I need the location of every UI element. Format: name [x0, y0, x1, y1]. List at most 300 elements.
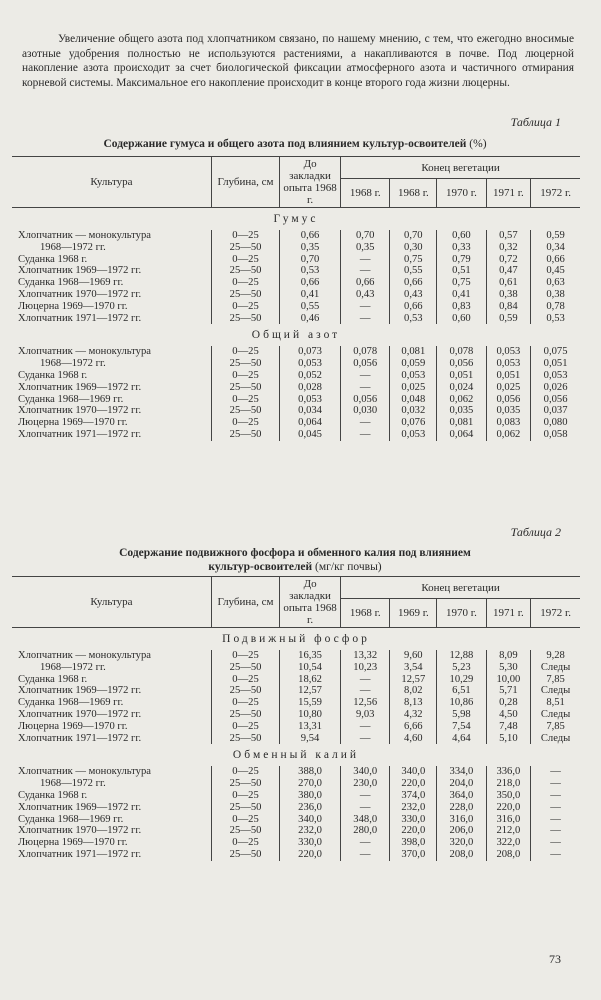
value-cell: 0,064 — [280, 417, 341, 429]
depth-cell: 0—25 — [212, 346, 280, 358]
value-cell: 280,0 — [341, 825, 390, 837]
value-cell: 220,0 — [390, 825, 437, 837]
value-cell: 0,46 — [280, 313, 341, 325]
value-cell: 0,55 — [280, 301, 341, 313]
value-cell: 0,55 — [390, 265, 437, 277]
value-cell: 4,32 — [390, 709, 437, 721]
value-cell: 10,23 — [341, 662, 390, 674]
crop-cell: Суданка 1968—1969 гг. — [18, 813, 124, 825]
value-cell: 0,70 — [341, 230, 390, 242]
value-cell: 334,0 — [437, 766, 486, 778]
table-row — [12, 417, 580, 429]
value-cell: 0,052 — [280, 370, 341, 382]
value-cell: — — [341, 674, 390, 686]
value-cell: 0,024 — [437, 382, 486, 394]
value-cell: 8,09 — [486, 650, 531, 662]
value-cell: 10,00 — [486, 674, 531, 686]
table1-title — [30, 137, 560, 151]
table-row — [12, 697, 580, 709]
crop-cell: Хлопчатник 1969—1972 гг. — [18, 381, 142, 393]
value-cell: 0,59 — [531, 230, 580, 242]
value-cell: 8,13 — [390, 697, 437, 709]
value-cell: 0,032 — [390, 405, 437, 417]
value-cell: — — [531, 837, 580, 849]
table-row — [12, 849, 580, 861]
value-cell: 12,88 — [437, 650, 486, 662]
depth-cell: 25—50 — [212, 825, 280, 837]
crop-cell: 1968—1972 гг. — [40, 661, 106, 673]
value-cell: 0,63 — [531, 277, 580, 289]
table-row — [12, 650, 580, 662]
crop-cell: Люцерна 1969—1970 гг. — [18, 300, 128, 312]
value-cell: 0,053 — [486, 346, 531, 358]
table1-label: Таблица 1 — [510, 115, 561, 129]
value-cell: 322,0 — [486, 837, 531, 849]
crop-cell: Люцерна 1969—1970 гг. — [18, 837, 128, 849]
value-cell: — — [341, 370, 390, 382]
value-cell: 220,0 — [486, 802, 531, 814]
value-cell: 0,081 — [390, 346, 437, 358]
table-row — [12, 814, 580, 826]
value-cell: — — [341, 721, 390, 733]
depth-cell: 0—25 — [212, 674, 280, 686]
value-cell: 0,051 — [437, 370, 486, 382]
value-cell: 0,073 — [280, 346, 341, 358]
table-row — [12, 382, 580, 394]
value-cell: 0,081 — [437, 417, 486, 429]
value-cell: 228,0 — [437, 802, 486, 814]
crop-cell: Люцерна 1969—1970 гг. — [18, 417, 128, 429]
value-cell: 374,0 — [390, 790, 437, 802]
table1-header-before: До закладки опыта 1968 г. — [280, 157, 341, 208]
value-cell: 10,86 — [437, 697, 486, 709]
table2-title-unit: (мг/кг почвы) — [315, 561, 382, 573]
depth-cell: 25—50 — [212, 709, 280, 721]
value-cell: 0,70 — [280, 254, 341, 266]
value-cell: 0,66 — [280, 277, 341, 289]
table1-header-crop: Культура — [12, 157, 212, 208]
table-row — [12, 265, 580, 277]
value-cell: 6,66 — [390, 721, 437, 733]
table-row — [12, 733, 580, 745]
crop-cell: Суданка 1968 г. — [18, 673, 88, 685]
value-cell: 0,66 — [280, 230, 341, 242]
table-row — [12, 766, 580, 778]
value-cell: 4,60 — [390, 733, 437, 745]
value-cell: 5,98 — [437, 709, 486, 721]
value-cell: 7,48 — [486, 721, 531, 733]
value-cell: — — [341, 313, 390, 325]
value-cell: 0,056 — [531, 394, 580, 406]
value-cell: 0,75 — [390, 254, 437, 266]
value-cell: — — [531, 778, 580, 790]
value-cell: 0,030 — [341, 405, 390, 417]
value-cell: 0,53 — [280, 265, 341, 277]
crop-cell: Хлопчатник 1969—1972 гг. — [18, 265, 142, 277]
value-cell: 208,0 — [486, 849, 531, 861]
value-cell: 388,0 — [280, 766, 341, 778]
value-cell: 5,10 — [486, 733, 531, 745]
value-cell: 232,0 — [390, 802, 437, 814]
depth-cell: 25—50 — [212, 242, 280, 254]
table-row — [12, 685, 580, 697]
value-cell: 0,028 — [280, 382, 341, 394]
value-cell: 5,71 — [486, 685, 531, 697]
value-cell: 3,54 — [390, 662, 437, 674]
depth-cell: 25—50 — [212, 778, 280, 790]
table-row — [12, 242, 580, 254]
value-cell: 0,38 — [486, 289, 531, 301]
value-cell: 0,076 — [390, 417, 437, 429]
table1-header-year: 1971 г. — [486, 179, 531, 208]
value-cell: 0,43 — [341, 289, 390, 301]
value-cell: 0,058 — [531, 429, 580, 441]
table2-header-year: 1971 г. — [486, 599, 531, 628]
value-cell: 12,57 — [390, 674, 437, 686]
value-cell: 316,0 — [486, 814, 531, 826]
value-cell: 0,41 — [280, 289, 341, 301]
value-cell: 0,53 — [390, 313, 437, 325]
value-cell: 340,0 — [280, 814, 341, 826]
table-row — [12, 358, 580, 370]
crop-cell: Хлопчатник — монокультура — [18, 766, 151, 778]
value-cell: 0,72 — [486, 254, 531, 266]
value-cell: 380,0 — [280, 790, 341, 802]
value-cell: 364,0 — [437, 790, 486, 802]
value-cell: 230,0 — [341, 778, 390, 790]
value-cell: 0,048 — [390, 394, 437, 406]
value-cell: 8,02 — [390, 685, 437, 697]
table1-section-heading: Гумус — [273, 213, 319, 225]
value-cell: — — [531, 802, 580, 814]
value-cell: 0,053 — [280, 394, 341, 406]
value-cell: 0,078 — [341, 346, 390, 358]
depth-cell: 0—25 — [212, 697, 280, 709]
value-cell: 0,059 — [390, 358, 437, 370]
value-cell: 0,035 — [437, 405, 486, 417]
value-cell: — — [341, 790, 390, 802]
table-row — [12, 230, 580, 242]
value-cell: 4,50 — [486, 709, 531, 721]
table-row — [12, 301, 580, 313]
value-cell: 10,29 — [437, 674, 486, 686]
value-cell: 232,0 — [280, 825, 341, 837]
value-cell: — — [341, 733, 390, 745]
value-cell: 5,30 — [486, 662, 531, 674]
value-cell: — — [341, 685, 390, 697]
value-cell: 0,035 — [486, 405, 531, 417]
value-cell: — — [341, 429, 390, 441]
value-cell: — — [341, 849, 390, 861]
table2-header-end-of-season: Конец вегетации — [341, 577, 580, 599]
value-cell: 12,56 — [341, 697, 390, 709]
depth-cell: 25—50 — [212, 662, 280, 674]
crop-cell: Хлопчатник 1969—1972 гг. — [18, 801, 142, 813]
value-cell: — — [341, 382, 390, 394]
value-cell: 4,64 — [437, 733, 486, 745]
depth-cell: 25—50 — [212, 382, 280, 394]
value-cell: 0,78 — [531, 301, 580, 313]
table2-title-line2: культур-освоителей — [208, 561, 313, 573]
crop-cell: 1968—1972 гг. — [40, 358, 106, 370]
table2-header-year: 1972 г. — [531, 599, 580, 628]
depth-cell: 25—50 — [212, 313, 280, 325]
value-cell: 12,57 — [280, 685, 341, 697]
value-cell: 8,51 — [531, 697, 580, 709]
value-cell: — — [531, 825, 580, 837]
value-cell: 0,66 — [531, 254, 580, 266]
value-cell: 208,0 — [437, 849, 486, 861]
value-cell: 204,0 — [437, 778, 486, 790]
table-row — [12, 405, 580, 417]
crop-cell: 1968—1972 гг. — [40, 241, 106, 253]
value-cell: 0,056 — [341, 358, 390, 370]
crop-cell: Хлопчатник — монокультура — [18, 346, 151, 358]
value-cell: 270,0 — [280, 778, 341, 790]
table1 — [12, 156, 580, 441]
table-row — [12, 277, 580, 289]
value-cell: 340,0 — [390, 766, 437, 778]
value-cell: 6,51 — [437, 685, 486, 697]
value-cell: 370,0 — [390, 849, 437, 861]
table1-header-year: 1970 г. — [437, 179, 486, 208]
crop-cell: Хлопчатник 1971—1972 гг. — [18, 312, 142, 324]
value-cell: 0,080 — [531, 417, 580, 429]
intro-paragraph: Увеличение общего азота под хлопчатником связано, по нашему мнению, с тем, что ежегодно вносимые азотные удобрения полностью не используются растениями, а накапливаются в почве. Под люцерной накопление азота происходит за счет биологической фиксации атмосферного азота и частичного отмирания корневой системы. Максимальное его накопление происходит в конце второго года жизни люцерны. — [22, 33, 574, 89]
value-cell: 5,23 — [437, 662, 486, 674]
value-cell: 320,0 — [437, 837, 486, 849]
value-cell: 0,28 — [486, 697, 531, 709]
depth-cell: 0—25 — [212, 650, 280, 662]
crop-cell: Хлопчатник 1970—1972 гг. — [18, 288, 142, 300]
value-cell: 7,85 — [531, 721, 580, 733]
crop-cell: Суданка 1968—1969 гг. — [18, 277, 124, 289]
table-row — [12, 825, 580, 837]
value-cell: 0,53 — [531, 313, 580, 325]
table2-header-year: 1969 г. — [390, 599, 437, 628]
value-cell: 0,062 — [437, 394, 486, 406]
table2-header-before: До закладки опыта 1968 г. — [280, 577, 341, 628]
value-cell: 0,056 — [486, 394, 531, 406]
value-cell: 0,84 — [486, 301, 531, 313]
table1-header-year: 1968 г. — [390, 179, 437, 208]
table-row — [12, 662, 580, 674]
depth-cell: 0—25 — [212, 814, 280, 826]
table2-title-line1: Содержание подвижного фосфора и обменного калия под влиянием — [119, 547, 471, 559]
depth-cell: 0—25 — [212, 277, 280, 289]
value-cell: 0,037 — [531, 405, 580, 417]
value-cell: 7,85 — [531, 674, 580, 686]
value-cell: 0,70 — [390, 230, 437, 242]
crop-cell: Суданка 1968 г. — [18, 789, 88, 801]
value-cell: 0,083 — [486, 417, 531, 429]
value-cell: 13,31 — [280, 721, 341, 733]
value-cell: 0,026 — [531, 382, 580, 394]
crop-cell: Суданка 1968—1969 гг. — [18, 697, 124, 709]
depth-cell: 25—50 — [212, 429, 280, 441]
table-row — [12, 778, 580, 790]
table-row — [12, 370, 580, 382]
value-cell: 336,0 — [486, 766, 531, 778]
table2-header-crop: Культура — [12, 577, 212, 628]
value-cell: 0,66 — [390, 277, 437, 289]
value-cell: 220,0 — [280, 849, 341, 861]
table2-header-year: 1968 г. — [341, 599, 390, 628]
table2-header-depth: Глубина, см — [212, 577, 280, 628]
value-cell: 0,60 — [437, 230, 486, 242]
value-cell: 0,43 — [390, 289, 437, 301]
depth-cell: 25—50 — [212, 802, 280, 814]
depth-cell: 25—50 — [212, 289, 280, 301]
depth-cell: 0—25 — [212, 230, 280, 242]
table2-label: Таблица 2 — [510, 525, 561, 539]
value-cell: Следы — [531, 709, 580, 721]
crop-cell: Суданка 1968—1969 гг. — [18, 393, 124, 405]
value-cell: 212,0 — [486, 825, 531, 837]
table1-section-heading: Общий азот — [251, 329, 341, 342]
table-row — [12, 837, 580, 849]
table-row — [12, 289, 580, 301]
value-cell: 0,61 — [486, 277, 531, 289]
value-cell: 0,053 — [486, 358, 531, 370]
table2-section-heading: Обменный калий — [232, 749, 360, 762]
value-cell: 218,0 — [486, 778, 531, 790]
crop-cell: Хлопчатник — монокультура — [18, 230, 151, 241]
value-cell: 0,051 — [486, 370, 531, 382]
table2-header-year: 1970 г. — [437, 599, 486, 628]
value-cell: 7,54 — [437, 721, 486, 733]
crop-cell: Хлопчатник — монокультура — [18, 650, 151, 661]
value-cell: 0,053 — [280, 358, 341, 370]
depth-cell: 25—50 — [212, 733, 280, 745]
value-cell: 15,59 — [280, 697, 341, 709]
value-cell: 330,0 — [390, 814, 437, 826]
value-cell: 9,03 — [341, 709, 390, 721]
crop-cell: Хлопчатник 1971—1972 гг. — [18, 428, 142, 440]
value-cell: 0,41 — [437, 289, 486, 301]
depth-cell: 0—25 — [212, 837, 280, 849]
value-cell: 0,35 — [341, 242, 390, 254]
value-cell: 0,053 — [390, 370, 437, 382]
value-cell: Следы — [531, 685, 580, 697]
value-cell: — — [341, 802, 390, 814]
value-cell: 0,025 — [390, 382, 437, 394]
table1-header-end-of-season: Конец вегетации — [341, 157, 580, 179]
depth-cell: 0—25 — [212, 301, 280, 313]
crop-cell: Люцерна 1969—1970 гг. — [18, 720, 128, 732]
value-cell: 9,54 — [280, 733, 341, 745]
value-cell: 206,0 — [437, 825, 486, 837]
value-cell: 0,51 — [437, 265, 486, 277]
table1-header-depth: Глубина, см — [212, 157, 280, 208]
value-cell: 16,35 — [280, 650, 341, 662]
value-cell: 0,056 — [341, 394, 390, 406]
table-row — [12, 254, 580, 266]
table-row — [12, 721, 580, 733]
crop-cell: Хлопчатник 1969—1972 гг. — [18, 685, 142, 697]
value-cell: — — [531, 766, 580, 778]
value-cell: 0,57 — [486, 230, 531, 242]
crop-cell: 1968—1972 гг. — [40, 778, 106, 790]
depth-cell: 25—50 — [212, 405, 280, 417]
value-cell: 0,025 — [486, 382, 531, 394]
value-cell: 0,034 — [280, 405, 341, 417]
value-cell: 0,59 — [486, 313, 531, 325]
value-cell: 0,062 — [486, 429, 531, 441]
value-cell: 0,33 — [437, 242, 486, 254]
value-cell: — — [531, 814, 580, 826]
table-row — [12, 790, 580, 802]
depth-cell: 0—25 — [212, 790, 280, 802]
value-cell: 330,0 — [280, 837, 341, 849]
depth-cell: 25—50 — [212, 358, 280, 370]
value-cell: 0,75 — [437, 277, 486, 289]
value-cell: 0,79 — [437, 254, 486, 266]
value-cell: 0,66 — [341, 277, 390, 289]
crop-cell: Хлопчатник 1970—1972 гг. — [18, 825, 142, 837]
value-cell: — — [341, 837, 390, 849]
crop-cell: Суданка 1968 г. — [18, 253, 88, 265]
value-cell: 0,45 — [531, 265, 580, 277]
depth-cell: 0—25 — [212, 721, 280, 733]
value-cell: — — [531, 790, 580, 802]
table1-header-year: 1972 г. — [531, 179, 580, 208]
value-cell: 0,078 — [437, 346, 486, 358]
value-cell: 9,28 — [531, 650, 580, 662]
table1-title-unit: (%) — [469, 138, 487, 150]
value-cell: 0,38 — [531, 289, 580, 301]
table2-title — [30, 546, 560, 574]
value-cell: 0,35 — [280, 242, 341, 254]
value-cell: 0,051 — [531, 358, 580, 370]
table2 — [12, 576, 580, 861]
table-row — [12, 346, 580, 358]
table-row — [12, 802, 580, 814]
value-cell: 0,60 — [437, 313, 486, 325]
depth-cell: 25—50 — [212, 265, 280, 277]
crop-cell: Суданка 1968 г. — [18, 369, 88, 381]
value-cell: 0,064 — [437, 429, 486, 441]
depth-cell: 0—25 — [212, 370, 280, 382]
value-cell: — — [341, 265, 390, 277]
table-row — [12, 709, 580, 721]
value-cell: Следы — [531, 662, 580, 674]
value-cell: 0,34 — [531, 242, 580, 254]
value-cell: 0,32 — [486, 242, 531, 254]
value-cell: 0,075 — [531, 346, 580, 358]
value-cell: 0,47 — [486, 265, 531, 277]
value-cell: 220,0 — [390, 778, 437, 790]
value-cell: — — [531, 849, 580, 861]
value-cell: 0,30 — [390, 242, 437, 254]
depth-cell: 0—25 — [212, 417, 280, 429]
table-row — [12, 429, 580, 441]
value-cell: 13,32 — [341, 650, 390, 662]
crop-cell: Хлопчатник 1970—1972 гг. — [18, 405, 142, 417]
crop-cell: Хлопчатник 1970—1972 гг. — [18, 708, 142, 720]
value-cell: 0,045 — [280, 429, 341, 441]
depth-cell: 0—25 — [212, 394, 280, 406]
value-cell: Следы — [531, 733, 580, 745]
table-row — [12, 674, 580, 686]
value-cell: 0,053 — [390, 429, 437, 441]
value-cell: 0,056 — [437, 358, 486, 370]
table1-title-text: Содержание гумуса и общего азота под влиянием культур-освоителей — [103, 138, 467, 150]
depth-cell: 0—25 — [212, 766, 280, 778]
crop-cell: Хлопчатник 1971—1972 гг. — [18, 732, 142, 744]
value-cell: 10,54 — [280, 662, 341, 674]
value-cell: 10,80 — [280, 709, 341, 721]
